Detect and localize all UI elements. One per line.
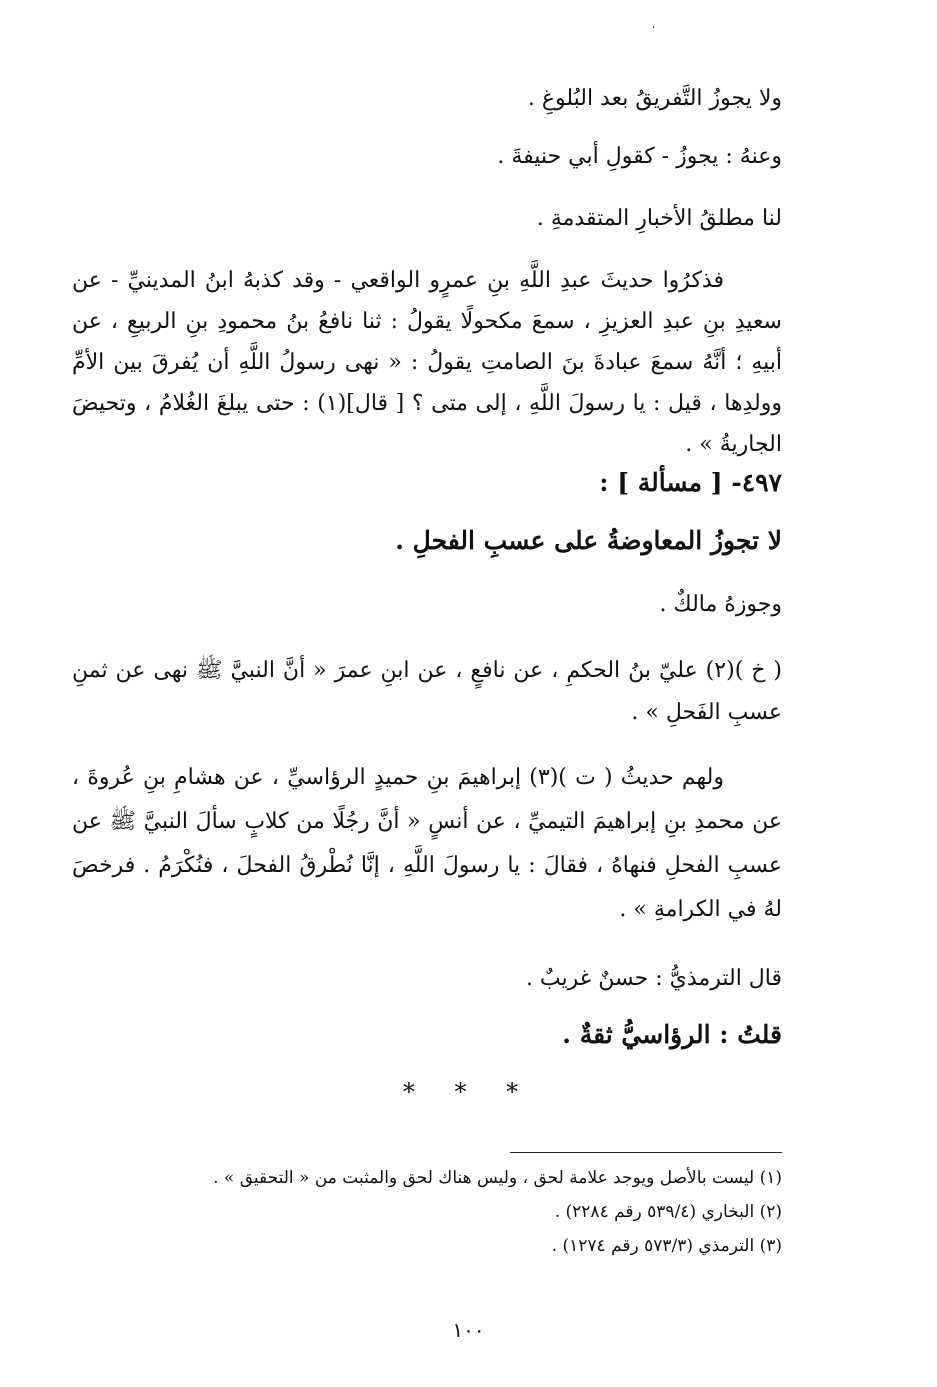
ruling-statement: لا تجوزُ المعاوضةُ على عسبِ الفحلِ . [395,526,782,555]
paragraph-3: ولهم حديثُ ( ت )(٣) إبراهيمَ بنِ حميدٍ الرؤاسيِّ ، عن هشامِ بنِ عُروةَ ، عن محمدِ بنِ إبراهيمَ التيميِّ ، عن أنسٍ « أنَّ رجُلًا من كلابٍ سألَ النبيَّ ﷺ عن عسبِ الفحلِ فنهاهُ ، فقالَ : يا رسولَ اللَّهِ ، إنَّا نُطْرقُ الفحلَ ، فنُكْرَمُ . فرخصَ لهُ في الكرامةِ » . [72,765,782,922]
paragraph-1: فذكرُوا حديثَ عبدِ اللَّهِ بنِ عمرٍو الواقعي - وقد كذبهُ ابنُ المدينيِّ - عن سعيدِ بنِ عبدِ العزيزِ ، سمعَ مكحولًا يقولُ : ثنا نافعُ بنُ محمودِ بنِ الربيعِ ، عن أبيهِ ؛ أنَّهُ سمعَ عبادةَ بنَ الصامتِ يقولُ : « نهى رسولُ اللَّهِ أن يُفرقَ بين الأمِّ وولدِها ، قيل : يا رسولَ اللَّهِ ، إلى متى ؟ [ قال](١) : حتى يبلغَ الغُلامُ ، وتحيضَ الجاريةُ » . [72,268,782,457]
section-divider-stars: * * * [402,1078,535,1106]
paragraph-2: ( خ )(٢) عليّ بنُ الحكمِ ، عن نافعٍ ، عن ابنِ عمرَ « أنَّ النبيَّ ﷺ نهى عن ثمنِ عسبِ الفَحلِ » . [72,658,782,725]
footnote-1: (١) ليست بالأصل ويوجد علامة لحق ، وليس هناك لحق والمثبت من « التحقيق » . [213,1168,782,1188]
text-line-3: لنا مطلقُ الأخبارِ المتقدمةِ . [536,206,782,231]
text-line-1: ولا يجوزُ التَّفريقُ بعد البُلوغِ . [527,86,782,111]
text-line-2: وعنهُ : يجوزُ - كقولِ أبي حنيفةَ . [497,144,782,169]
text-line-6: قلتُ : الرؤاسيُّ ثقةٌ . [562,1020,782,1049]
issue-heading: ٤٩٧- [ مسألة ] : [599,468,782,497]
page-number: ١٠٠ [452,1318,485,1342]
footnote-3: (٣) الترمذي (٥٧٣/٣ رقم ١٢٧٤) . [551,1236,782,1256]
text-line-4: وجوزهُ مالكٌ . [659,592,782,617]
margin-mark: ، [652,20,656,31]
footnote-rule [510,1152,782,1153]
footnote-2: (٢) البخاري (٥٣٩/٤ رقم ٢٢٨٤) . [554,1202,782,1222]
text-line-5: قال الترمذيُّ : حسنٌ غريبٌ . [525,966,782,991]
